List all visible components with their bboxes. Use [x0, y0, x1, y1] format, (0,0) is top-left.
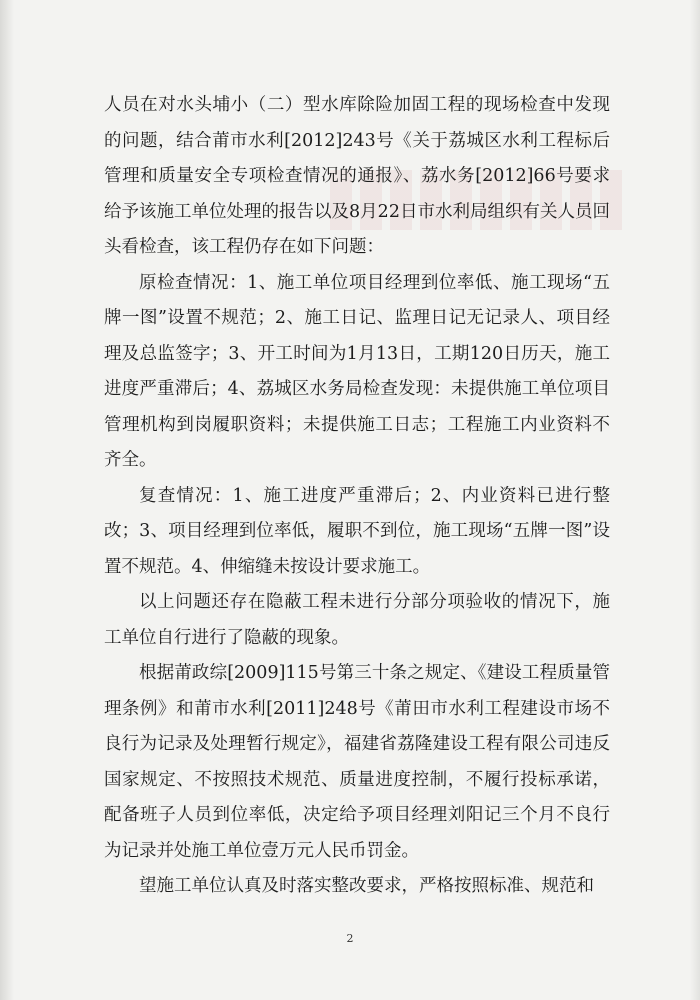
paragraph-continuation: 人员在对水头埔小（二）型水库除险加固工程的现场检查中发现的问题，结合莆市水利[2012]243号《关于荔城区水利工程标后管理和质量安全专项检查情况的通报》、荔水务[2012]66号要求给予该施工单位处理的报告以及8月22日市水利局组织有关人员回头看检查，该工程仍存在如下问题：	[104, 95, 610, 257]
paragraph-penalty-decision: 根据莆政综[2009]115号第三十条之规定、《建设工程质量管理条例》和莆市水利[2011]248号《莆田市水利工程建设市场不良行为记录及处理暂行规定》，福建省荔隆建设工程有限公司违反国家规定、不按照技术规范、质量进度控制，不履行投标承诺，配备班子人员到位率低，决定给予项目经理刘阳记三个月不良行为记录并处施工单位壹万元人民币罚金。	[104, 663, 610, 861]
paragraph-original-inspection: 原检查情况：1、施工单位项目经理到位率低、施工现场“五牌一图”设置不规范；2、施工日记、监理日记无记录人、项目经理及总监签字；3、开工时间为1月13日，工期120日历天，施工进度严重滞后；4、荔城区水务局检查发现：未提供施工单位项目管理机构到岗履职资料；未提供施工日志；工程施工内业资料不齐全。	[104, 272, 610, 470]
document-body	[104, 88, 610, 905]
page-number: 2	[346, 932, 354, 945]
paragraph-rectification-request: 望施工单位认真及时落实整改要求，严格按照标准、规范和	[139, 876, 594, 896]
paragraph-reinspection: 复查情况：1、施工进度严重滞后；2、内业资料已进行整改；3、项目经理到位率低，履职不到位，施工现场“五牌一图”设置不规范。4、伸缩缝未按设计要求施工。	[104, 485, 610, 577]
paragraph-concealed-works: 以上问题还存在隐蔽工程未进行分部分项验收的情况下，施工单位自行进行了隐蔽的现象。	[104, 592, 610, 648]
